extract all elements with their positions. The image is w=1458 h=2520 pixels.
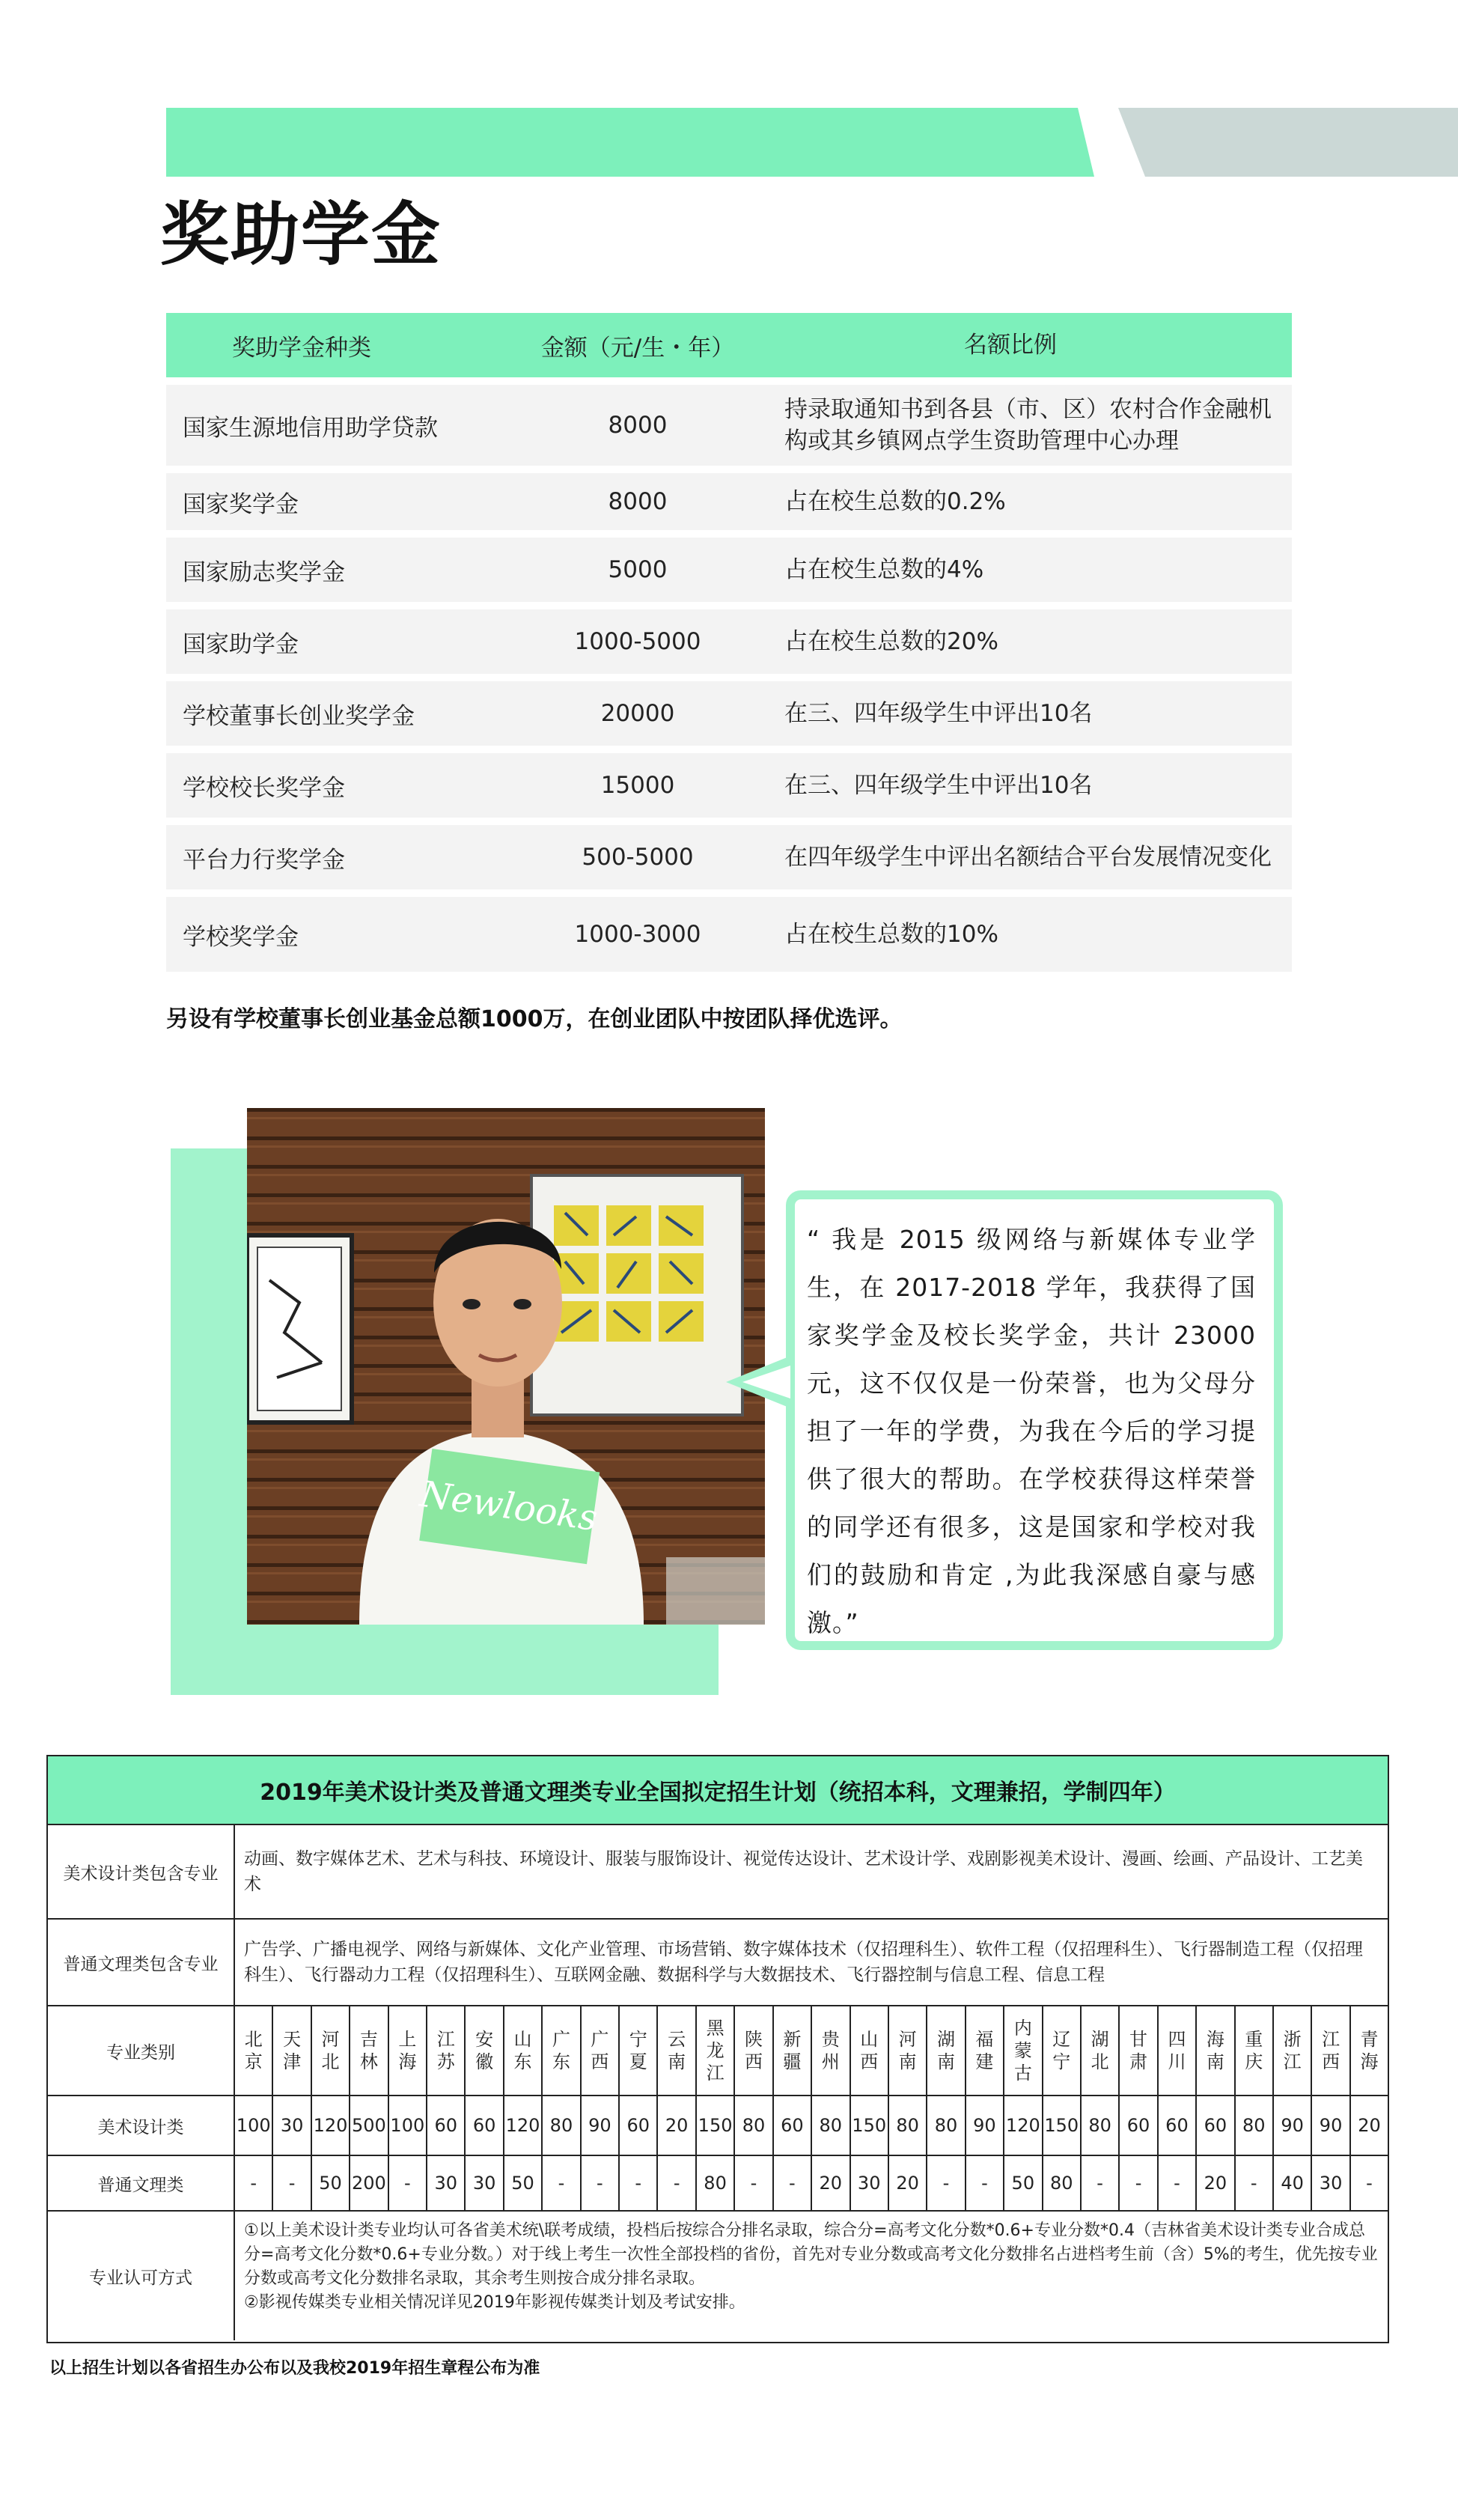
rule-item: ②影视传媒类专业相关情况详见2019年影视传媒类计划及考试安排。 [244, 2293, 745, 2312]
province-cell-text: 重庆 [1245, 2029, 1263, 2072]
scholarship-table-header [166, 313, 1292, 377]
general-quota-cell-text: 30 [434, 2173, 457, 2194]
art-majors-label: 美术设计类包含专业 [48, 1825, 235, 1918]
general-quota-cell [812, 2156, 850, 2210]
art-quota-cell-text: 90 [1281, 2115, 1304, 2136]
scholarship-amount: 5000 [608, 556, 668, 583]
art-quota-cell-text: 20 [1358, 2115, 1381, 2136]
province-cell [812, 2006, 850, 2095]
province-cell-text: 天津 [283, 2029, 302, 2072]
category-label: 专业类别 [48, 2006, 235, 2095]
province-cell-text: 新疆 [783, 2029, 802, 2072]
scholarship-row [166, 897, 1292, 972]
province-cell [1004, 2006, 1043, 2095]
scholarship-row [166, 473, 1292, 530]
art-quota-cell [235, 2096, 273, 2155]
general-quota-cell [350, 2156, 388, 2210]
general-quota-cell [889, 2156, 927, 2210]
scholarship-ratio: 占在校生总数的20% [784, 628, 998, 655]
scholarship-row [166, 538, 1292, 602]
province-cell [1351, 2006, 1388, 2095]
general-quota-cell-text: 200 [352, 2173, 386, 2194]
general-quota-cell-text: 30 [1319, 2173, 1343, 2194]
art-quota-cell [543, 2096, 581, 2155]
general-quota-cell-text: - [789, 2173, 796, 2194]
general-quota-cell-text: 50 [511, 2173, 534, 2194]
scholarship-name: 国家奖学金 [183, 490, 299, 518]
scholarship-amount: 500-5000 [582, 844, 694, 871]
art-quota-cell-text: 90 [1319, 2115, 1343, 2136]
scholarship-row [166, 753, 1292, 818]
province-cell [235, 2006, 273, 2095]
general-quota-cell [1043, 2156, 1082, 2210]
general-quota-cell [312, 2156, 350, 2210]
province-cell [389, 2006, 427, 2095]
general-quota-cell [543, 2156, 581, 2210]
scholarship-amount: 8000 [608, 488, 668, 515]
art-quota-cell-text: 60 [1165, 2115, 1189, 2136]
general-quota-cell [1351, 2156, 1388, 2210]
art-quota-cell [927, 2096, 966, 2155]
art-quota-cell [1274, 2096, 1312, 2155]
province-cell-text: 浙江 [1283, 2029, 1302, 2072]
province-cell-text: 湖南 [937, 2029, 955, 2072]
art-quota-cell [735, 2096, 773, 2155]
art-quota-cell [851, 2096, 889, 2155]
general-quota-cell [774, 2156, 812, 2210]
rules-label: 专业认可方式 [48, 2212, 235, 2340]
province-cell [697, 2006, 735, 2095]
general-quota-cell [504, 2156, 543, 2210]
province-cell-text: 山西 [860, 2029, 879, 2072]
general-quota-cell [1120, 2156, 1158, 2210]
general-quota-cell-text: 20 [1204, 2173, 1227, 2194]
art-quota-cell [812, 2096, 850, 2155]
scholarship-amount: 8000 [608, 412, 668, 439]
art-quota-cell [1312, 2096, 1350, 2155]
general-quota-cell [1004, 2156, 1043, 2210]
art-quota-cell [620, 2096, 658, 2155]
art-quota-cell [1236, 2096, 1274, 2155]
province-cell-text: 广西 [591, 2029, 609, 2072]
province-cell [1082, 2006, 1120, 2095]
general-quota-cell-text: - [1135, 2173, 1142, 2194]
art-quota-cell [658, 2096, 696, 2155]
province-cell-text: 辽宁 [1052, 2029, 1071, 2072]
student-photo [247, 1108, 765, 1625]
header-banner-gray [1118, 108, 1458, 177]
province-cell [466, 2006, 504, 2095]
testimonial-quote: “ 我是 2015 级网络与新媒体专业学生，在 2017-2018 学年，我获得了国家奖学金及校长奖学金，共计 23000 元，这不仅仅是一份荣誉，也为父母分担了一年的学费，为我在今后的学习提供了很大的帮助。在学校获得这样荣誉的同学还有很多，这是国家和学校对我们的鼓励和肯定 ,为此我深感自豪与感激。” [807, 1225, 1256, 1637]
province-cell [1274, 2006, 1312, 2095]
general-quota-cell [1312, 2156, 1350, 2210]
art-quota-cell-text: 80 [549, 2115, 573, 2136]
province-cell [1120, 2006, 1158, 2095]
enrollment-title: 2019年美术设计类及普通文理类专业全国拟定招生计划（统招本科，文理兼招，学制四年） [48, 1756, 1388, 1825]
general-quota-cell [658, 2156, 696, 2210]
scholarship-amount: 1000-5000 [574, 628, 701, 655]
art-quota-cell-text: 60 [472, 2115, 496, 2136]
art-quota-cell [389, 2096, 427, 2155]
province-cell [312, 2006, 350, 2095]
province-cell-text: 北京 [244, 2029, 263, 2072]
general-majors-row [48, 1920, 1388, 2006]
general-quota-cell-text: - [1366, 2173, 1373, 2194]
general-quota-cell [697, 2156, 735, 2210]
general-majors-label: 普通文理类包含专业 [48, 1920, 235, 2005]
province-row [48, 2006, 1388, 2096]
general-quota-cell [389, 2156, 427, 2210]
province-cell-text: 湖北 [1091, 2029, 1109, 2072]
art-quota-cell [1120, 2096, 1158, 2155]
province-cell-text: 陕西 [744, 2029, 763, 2072]
art-quota-cell-text: 60 [781, 2115, 804, 2136]
general-quota-cell-text: - [288, 2173, 296, 2194]
art-quota-cell-text: 30 [280, 2115, 304, 2136]
province-cell [582, 2006, 620, 2095]
province-cell-text: 河南 [898, 2029, 917, 2072]
province-cell [504, 2006, 543, 2095]
scholarship-name: 学校校长奖学金 [183, 774, 345, 802]
general-quota-cell [1197, 2156, 1235, 2210]
scholarship-name: 国家生源地信用助学贷款 [183, 414, 438, 442]
general-quota-cell-text: - [673, 2173, 680, 2194]
general-quota-cell-text: - [250, 2173, 257, 2194]
art-quota-cell-text: 120 [313, 2115, 348, 2136]
scholarship-ratio: 在三、四年级学生中评出10名 [784, 772, 1093, 799]
art-quota-cell [1043, 2096, 1082, 2155]
general-quota-cell-text: - [750, 2173, 757, 2194]
province-cell [273, 2006, 311, 2095]
header-amount: 金额（元/生・年） [540, 334, 735, 362]
art-quota-cell [427, 2096, 466, 2155]
art-quota-cell [466, 2096, 504, 2155]
art-quota-cell-text: 80 [934, 2115, 958, 2136]
general-quota-cell-text: - [403, 2173, 411, 2194]
province-cell [927, 2006, 966, 2095]
general-quota-cell [235, 2156, 273, 2210]
art-quota-cell-text: 80 [896, 2115, 919, 2136]
province-cell-text: 上海 [398, 2029, 417, 2072]
province-cell-text: 甘肃 [1129, 2029, 1148, 2072]
scholarship-name: 学校奖学金 [183, 923, 299, 951]
province-cell [889, 2006, 927, 2095]
province-cell [350, 2006, 388, 2095]
general-quota-cell-text: - [1250, 2173, 1257, 2194]
art-quota-cell [697, 2096, 735, 2155]
general-quota-label: 普通文理类 [48, 2156, 235, 2210]
general-quota-cell [620, 2156, 658, 2210]
page-title: 奖助学金 [160, 195, 442, 275]
general-quota-cell [582, 2156, 620, 2210]
scholarship-name: 国家励志奖学金 [183, 559, 345, 586]
province-cell-text: 云南 [668, 2029, 686, 2072]
art-quota-cell [774, 2096, 812, 2155]
province-cell-text: 江苏 [436, 2029, 455, 2072]
header-type: 奖助学金种类 [232, 334, 371, 362]
province-cell [735, 2006, 773, 2095]
general-quota-cell [1159, 2156, 1197, 2210]
art-quota-cell-text: 90 [588, 2115, 611, 2136]
general-quota-cell-text: - [1174, 2173, 1180, 2194]
art-quota-cell-text: 100 [236, 2115, 271, 2136]
art-quota-cell-text: 80 [819, 2115, 843, 2136]
art-quota-cell [504, 2096, 543, 2155]
art-quota-cell-text: 60 [434, 2115, 457, 2136]
province-cell [1043, 2006, 1082, 2095]
art-quota-cell [312, 2096, 350, 2155]
general-quota-cell-text: 30 [472, 2173, 496, 2194]
province-cell [1159, 2006, 1197, 2095]
province-cell-text: 福建 [975, 2029, 994, 2072]
general-quota-cell-text: 50 [319, 2173, 342, 2194]
general-quota-cell [851, 2156, 889, 2210]
art-quota-row [48, 2096, 1388, 2156]
general-quota-cell [427, 2156, 466, 2210]
art-majors-row [48, 1825, 1388, 1920]
art-quota-cell-text: 150 [1044, 2115, 1079, 2136]
province-cell-text: 内蒙古 [1013, 2018, 1032, 2084]
scholarship-row [166, 385, 1292, 466]
scholarship-name: 平台力行奖学金 [183, 846, 345, 874]
art-quota-cell [1197, 2096, 1235, 2155]
general-quota-cell [273, 2156, 311, 2210]
scholarship-table [166, 313, 1292, 972]
general-quota-cell [966, 2156, 1004, 2210]
art-quota-cell-text: 120 [1005, 2115, 1040, 2136]
general-quota-cell-text: - [558, 2173, 565, 2194]
general-quota-cell-text: 20 [819, 2173, 843, 2194]
quote-bubble-tail-fill [742, 1366, 790, 1399]
scholarship-ratio: 持录取通知书到各县（市、区）农村合作金融机构或其乡镇网点学生资助管理中心办理 [784, 396, 1272, 454]
art-majors-list: 动画、数字媒体艺术、艺术与科技、环境设计、服装与服饰设计、视觉传达设计、艺术设计学、戏剧影视美术设计、漫画、绘画、产品设计、工艺美术 [244, 1849, 1363, 1894]
province-cell-text: 吉林 [359, 2029, 378, 2072]
art-quota-cell-text: 20 [665, 2115, 689, 2136]
general-quota-cell-text: - [597, 2173, 603, 2194]
scholarship-ratio: 在三、四年级学生中评出10名 [784, 700, 1093, 727]
general-quota-cell-text: 40 [1281, 2173, 1304, 2194]
art-quota-cell [273, 2096, 311, 2155]
province-cell [851, 2006, 889, 2095]
art-quota-cell-text: 80 [1242, 2115, 1266, 2136]
province-cell-text: 贵州 [821, 2029, 840, 2072]
province-cell-text: 河北 [321, 2029, 340, 2072]
scholarship-note: 另设有学校董事长创业基金总额1000万，在创业团队中按团队择优选评。 [166, 1006, 903, 1032]
province-cell [966, 2006, 1004, 2095]
art-quota-cell-text: 100 [390, 2115, 425, 2136]
province-cell-text: 宁夏 [629, 2029, 647, 2072]
province-cell [1236, 2006, 1274, 2095]
province-cell [774, 2006, 812, 2095]
art-quota-cell [889, 2096, 927, 2155]
province-cell-text: 江西 [1322, 2029, 1340, 2072]
art-quota-label: 美术设计类 [48, 2096, 235, 2155]
scholarship-ratio: 占在校生总数的4% [784, 556, 984, 583]
province-cell [427, 2006, 466, 2095]
general-quota-cell-text: 80 [1049, 2173, 1073, 2194]
rules-row [48, 2212, 1388, 2340]
general-quota-cell-text: - [942, 2173, 950, 2194]
scholarship-ratio: 在四年级学生中评出名额结合平台发展情况变化 [784, 844, 1272, 871]
province-cell [658, 2006, 696, 2095]
province-cell-text: 黑龙江 [706, 2018, 725, 2084]
art-quota-cell [1351, 2096, 1388, 2155]
scholarship-ratio: 占在校生总数的10% [784, 921, 998, 948]
header-ratio: 名额比例 [964, 332, 1057, 359]
art-quota-cell [582, 2096, 620, 2155]
province-cell-text: 广东 [552, 2029, 570, 2072]
general-quota-cell [1274, 2156, 1312, 2210]
art-quota-cell [1004, 2096, 1043, 2155]
scholarship-amount: 20000 [600, 700, 675, 727]
art-quota-cell-text: 60 [1204, 2115, 1227, 2136]
art-quota-cell-text: 90 [973, 2115, 996, 2136]
rule-item: ①以上美术设计类专业均认可各省美术统\联考成绩，投档后按综合分排名录取，综合分=高考文化分数*0.6+专业分数*0.4（吉林省美术设计类专业合成总分=高考文化分数*0.6+专业分数。）对于线上考生一次性全部投档的省份，首先对专业分数或高考文化分数排名占进档考生前（含）5%的考生，优先按专业分数或高考文化分数排名录取，其余考生则按合成分排名录取。 [244, 2221, 1378, 2288]
scholarship-row [166, 825, 1292, 889]
art-quota-cell-text: 150 [852, 2115, 887, 2136]
art-quota-cell-text: 60 [1126, 2115, 1150, 2136]
shirt-print: Newlooks [417, 1473, 600, 1540]
header-banner-green [166, 108, 1094, 177]
general-quota-cell [466, 2156, 504, 2210]
general-majors-list: 广告学、广播电视学、网络与新媒体、文化产业管理、市场营销、数字媒体技术（仅招理科生）、软件工程（仅招理科生）、飞行器制造工程（仅招理科生）、飞行器动力工程（仅招理科生）、互联网金融、数据科学与大数据技术、飞行器控制与信息工程、信息工程 [244, 1940, 1363, 1985]
general-quota-cell-text: 80 [704, 2173, 727, 2194]
province-cell-text: 海南 [1206, 2029, 1224, 2072]
province-cell-text: 四川 [1168, 2029, 1186, 2072]
general-quota-cell-text: - [981, 2173, 988, 2194]
general-quota-cell-text: - [635, 2173, 642, 2194]
art-quota-cell-text: 60 [626, 2115, 650, 2136]
art-quota-cell-text: 80 [1088, 2115, 1111, 2136]
province-cell-text: 青海 [1360, 2029, 1379, 2072]
enrollment-table [46, 1755, 1389, 2343]
general-quota-cell-text: - [1096, 2173, 1103, 2194]
art-quota-cell [966, 2096, 1004, 2155]
general-quota-row [48, 2156, 1388, 2212]
scholarship-row [166, 609, 1292, 674]
general-quota-cell-text: 20 [896, 2173, 919, 2194]
scholarship-row [166, 681, 1292, 746]
scholarship-name: 学校董事长创业奖学金 [183, 702, 415, 730]
general-quota-cell [927, 2156, 966, 2210]
province-cell [1312, 2006, 1350, 2095]
art-quota-cell [1082, 2096, 1120, 2155]
province-cell [620, 2006, 658, 2095]
province-cell-text: 安徽 [475, 2029, 494, 2072]
general-quota-cell-text: 50 [1011, 2173, 1035, 2194]
art-quota-cell [1159, 2096, 1197, 2155]
province-cell [1197, 2006, 1235, 2095]
art-quota-cell-text: 120 [505, 2115, 540, 2136]
art-quota-cell-text: 150 [698, 2115, 733, 2136]
province-cell-text: 山东 [513, 2029, 532, 2072]
general-quota-cell [1082, 2156, 1120, 2210]
province-cell [543, 2006, 581, 2095]
art-quota-cell-text: 500 [352, 2115, 386, 2136]
scholarship-ratio: 占在校生总数的0.2% [784, 488, 1006, 515]
scholarship-amount: 1000-3000 [574, 921, 701, 948]
art-quota-cell [350, 2096, 388, 2155]
scholarship-name: 国家助学金 [183, 630, 299, 658]
general-quota-cell [1236, 2156, 1274, 2210]
footnote: 以上招生计划以各省招生办公布以及我校2019年招生章程公布为准 [49, 2359, 540, 2378]
general-quota-cell [735, 2156, 773, 2210]
art-quota-cell-text: 80 [742, 2115, 766, 2136]
general-quota-cell-text: 30 [857, 2173, 881, 2194]
scholarship-amount: 15000 [600, 772, 675, 799]
